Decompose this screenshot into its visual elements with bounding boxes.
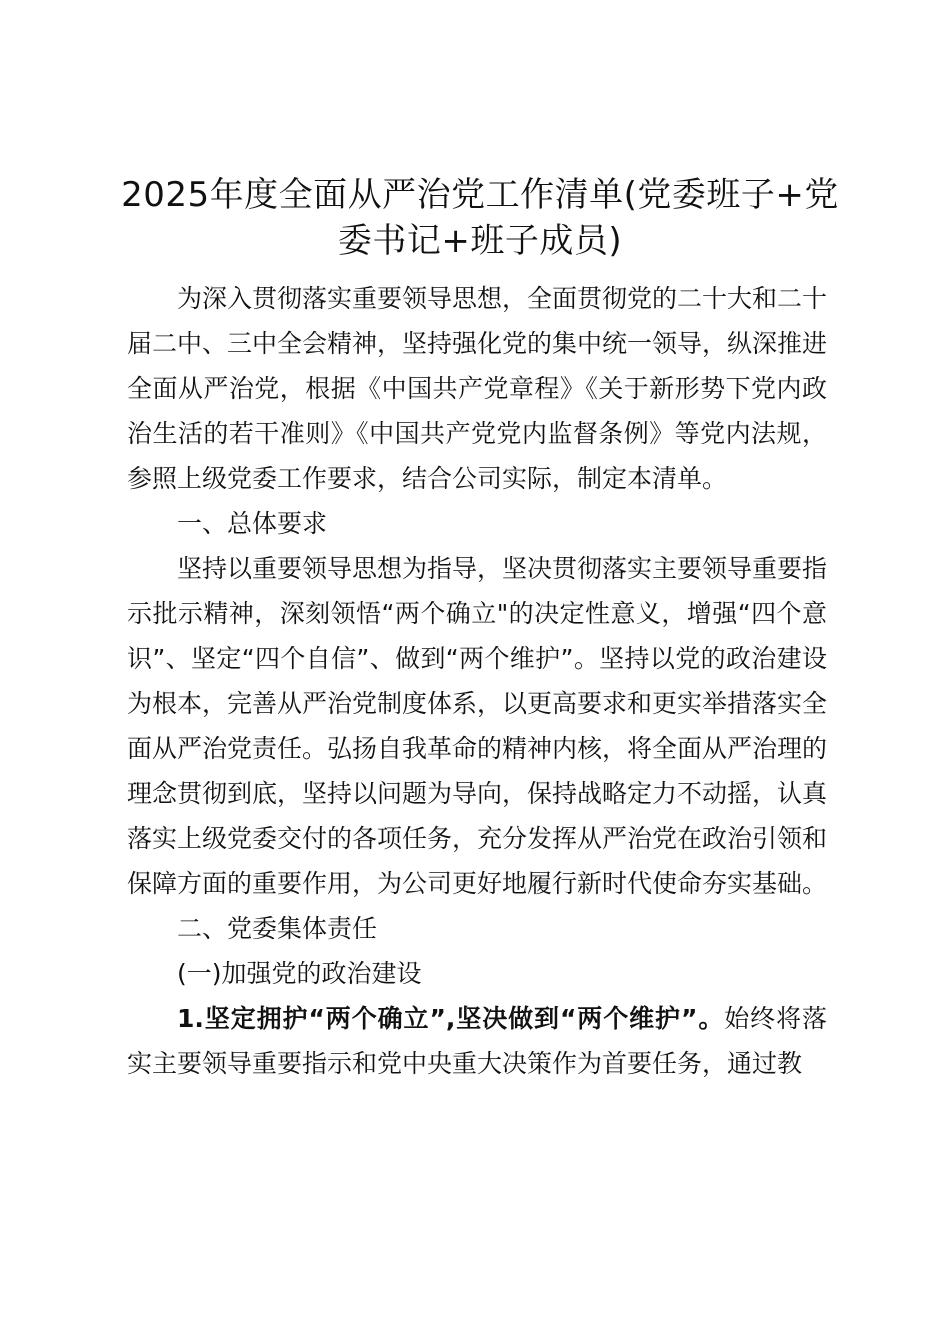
- item-1-paragraph: [127, 996, 827, 1086]
- section-heading-general-requirements: 一、总体要求: [177, 509, 328, 538]
- document-body: [127, 276, 827, 1086]
- item-1-lead: 1.坚定拥护“两个确立”,坚决做到“两个维护”。: [177, 1004, 725, 1033]
- section-heading-collective-responsibility: 二、党委集体责任: [177, 914, 378, 943]
- item-1-text: 始终将落实主要领导重要指示和党中央重大决策作为首要任务，通过教: [127, 1004, 827, 1078]
- document-title: 2025年度全面从严治党工作清单(党委班子+党委书记+班子成员): [121, 175, 839, 261]
- general-requirements-paragraph: 坚持以重要领导思想为指导，坚决贯彻落实主要领导重要指示批示精神，深刻领悟“两个确立"的决定性意义，增强“四个意识”、坚定“四个自信”、做到“两个维护”。坚持以党的政治建设为根本，完善从严治党制度体系，以更高要求和更实举措落实全面从严治党责任。弘扬自我革命的精神内核，将全面从严治理的理念贯彻到底，坚持以问题为导向，保持战略定力不动摇，认真落实上级党委交付的各项任务，充分发挥从严治党在政治引领和保障方面的重要作用，为公司更好地履行新时代使命夯实基础。: [127, 554, 828, 898]
- subsection-heading-political-construction: (一)加强党的政治建设: [177, 959, 422, 988]
- intro-paragraph: 为深入贯彻落实重要领导思想，全面贯彻党的二十大和二十届二中、三中全会精神，坚持强化党的集中统一领导，纵深推进全面从严治党，根据《中国共产党章程》《关于新形势下党内政治生活的若干准则》《中国共产党党内监督条例》等党内法规，参照上级党委工作要求，结合公司实际，制定本清单。: [127, 284, 828, 493]
